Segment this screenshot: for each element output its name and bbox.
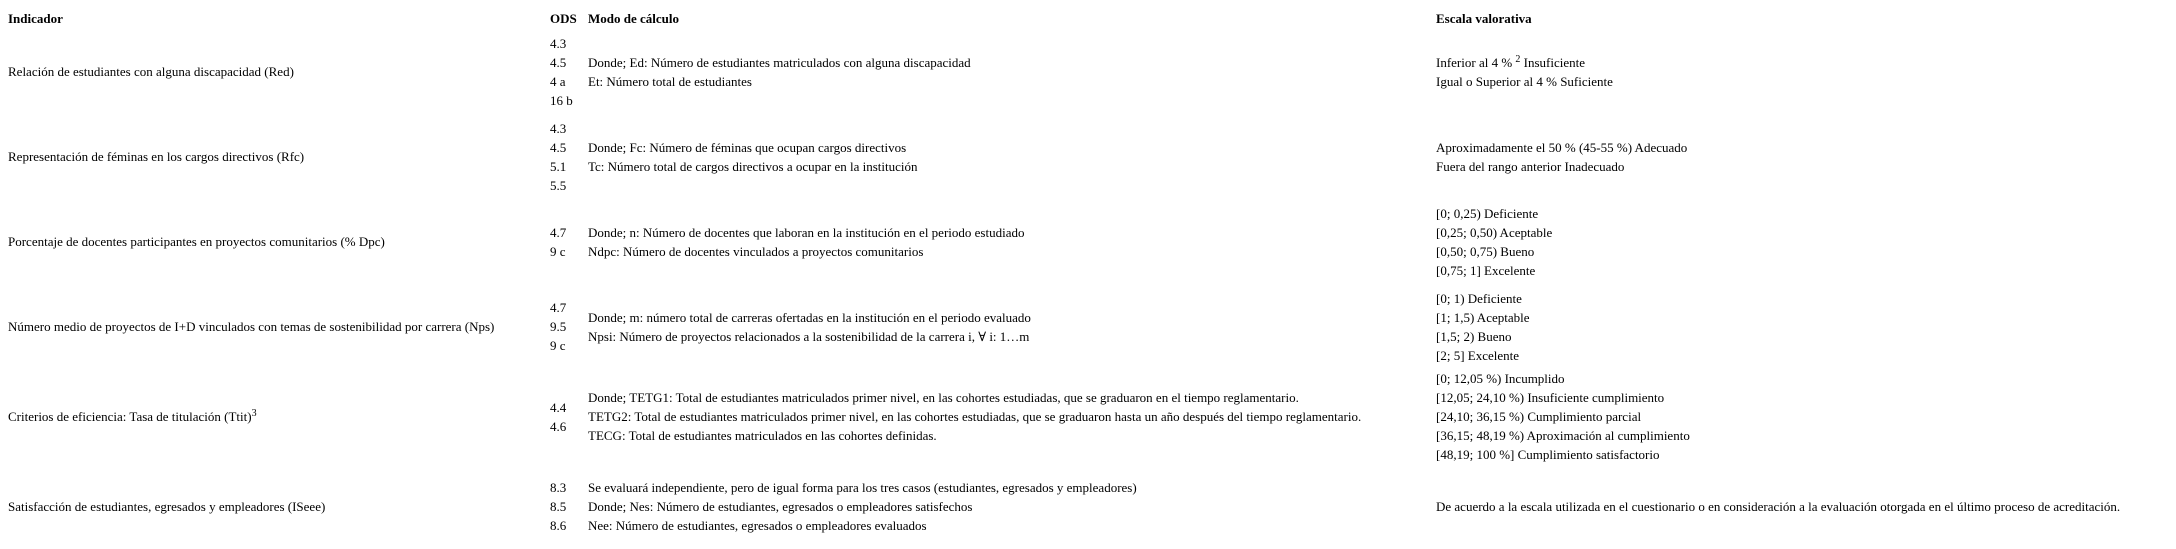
indicador-text: Número medio de proyectos de I+D vinculados con temas de sostenibilidad por carrera (Nps)	[8, 319, 495, 334]
escala-text: [0,50; 0,75) Bueno	[1436, 243, 1535, 259]
escala-line	[1436, 327, 2172, 346]
escala-line	[1436, 346, 2172, 365]
header-ods: ODS	[550, 11, 577, 26]
escala-line	[1436, 426, 2172, 445]
modo-line: Donde; Fc: Número de féminas que ocupan cargos directivos	[588, 139, 907, 155]
ods-code: 9 c	[550, 338, 566, 353]
ods-code: 5.5	[550, 177, 567, 193]
cell-ods	[546, 199, 584, 284]
indicator-table	[4, 9, 2176, 549]
escala-text: [0,75; 1] Excelente	[1436, 262, 1536, 278]
escala-line	[1436, 407, 2172, 426]
cell-indicador	[4, 199, 546, 284]
indicador-text: Criterios de eficiencia: Tasa de titulación (Ttit)	[8, 409, 252, 424]
modo-line: Et: Número total de estudiantes	[588, 73, 752, 89]
ods-code: 4.4	[550, 399, 567, 415]
escala-text: [12,05; 24,10 %) Insuficiente cumplimiento	[1436, 390, 1665, 405]
modo-line: Donde; Nes: Número de estudiantes, egresados o empleadores satisfechos	[588, 499, 973, 514]
escala-line	[1436, 308, 2172, 327]
escala-line	[1436, 157, 2172, 176]
indicador-text: Relación de estudiantes con alguna discapacidad (Red)	[8, 64, 294, 79]
escala-text: [2; 5] Excelente	[1436, 347, 1520, 363]
ods-code: 4.6	[550, 418, 567, 434]
escala-line	[1436, 204, 2172, 223]
ods-code: 9 c	[550, 243, 566, 259]
escala-line	[1436, 261, 2172, 280]
cell-escala	[1432, 464, 2176, 549]
cell-ods	[546, 114, 584, 199]
modo-line: Se evaluará independiente, pero de igual forma para los tres casos (estudiantes, egresados y empleadores)	[588, 480, 1137, 495]
table-row	[4, 29, 2176, 114]
ods-code: 8.3	[550, 480, 567, 495]
cell-escala	[1432, 199, 2176, 284]
modo-line: Tc: Número total de cargos directivos a ocupar en la institución	[588, 158, 918, 174]
modo-line: Donde; Ed: Número de estudiantes matriculados con alguna discapacidad	[588, 54, 971, 70]
cell-modo	[584, 199, 1432, 284]
escala-text: Igual o Superior al 4 % Suficiente	[1436, 73, 1613, 89]
escala-line	[1436, 388, 2172, 407]
table-body	[4, 29, 2176, 549]
ods-code: 8.5	[550, 499, 567, 514]
table-row	[4, 199, 2176, 284]
cell-ods	[546, 29, 584, 114]
header-row	[4, 9, 2176, 29]
escala-line	[1436, 242, 2172, 261]
cell-modo	[584, 284, 1432, 369]
header-indicador: Indicador	[8, 11, 63, 26]
indicador-text: Satisfacción de estudiantes, egresados y empleadores (ISeee)	[8, 499, 326, 514]
ods-code: 5.1	[550, 158, 567, 174]
escala-line	[1436, 369, 2172, 388]
modo-line: Npsi: Número de proyectos relacionados a la sostenibilidad de la carrera i, ∀ i: 1…m	[588, 328, 1030, 344]
indicador-text: Porcentaje de docentes participantes en proyectos comunitarios (% Dpc)	[8, 234, 385, 249]
cell-indicador	[4, 114, 546, 199]
escala-text: Aproximadamente el 50 % (45-55 %) Adecuado	[1436, 139, 1688, 155]
escala-text: Fuera del rango anterior Inadecuado	[1436, 158, 1625, 174]
escala-text: [24,10; 36,15 %) Cumplimiento parcial	[1436, 409, 1642, 424]
header-escala: Escala valorativa	[1436, 11, 1532, 26]
modo-line: Donde; m: número total de carreras ofertadas en la institución en el periodo evaluado	[588, 309, 1031, 325]
cell-indicador	[4, 284, 546, 369]
cell-indicador	[4, 29, 546, 114]
escala-text: De acuerdo a la escala utilizada en el cuestionario o en consideración a la evaluación otorgada en el último proceso de acreditación.	[1436, 499, 2121, 514]
cell-indicador	[4, 464, 546, 549]
escala-line	[1436, 72, 2172, 91]
cell-escala	[1432, 284, 2176, 369]
cell-modo	[584, 369, 1432, 464]
modo-line: Ndpc: Número de docentes vinculados a proyectos comunitarios	[588, 243, 924, 259]
escala-line	[1436, 445, 2172, 464]
escala-line	[1436, 223, 2172, 242]
cell-ods	[546, 464, 584, 549]
ods-code: 4.3	[550, 35, 567, 51]
modo-line: Nee: Número de estudiantes, egresados o empleadores evaluados	[588, 518, 927, 533]
modo-line: Donde; n: Número de docentes que laboran en la institución en el periodo estudiado	[588, 224, 1025, 240]
escala-text: [0; 12,05 %) Incumplido	[1436, 371, 1565, 386]
cell-modo	[584, 464, 1432, 549]
ods-code: 8.6	[550, 518, 567, 533]
modo-line: TETG2: Total de estudiantes matriculados primer nivel, en las cohortes estudiadas, que se graduaron hasta un año después del tiempo reglamentario.	[588, 409, 1362, 424]
escala-text: Inferior al 4 %	[1436, 54, 1513, 70]
ods-code: 9.5	[550, 319, 567, 334]
escala-text: [0,25; 0,50) Aceptable	[1436, 224, 1553, 240]
escala-line	[1436, 289, 2172, 308]
table-row	[4, 464, 2176, 549]
ods-code: 16 b	[550, 92, 573, 108]
cell-indicador	[4, 369, 546, 464]
header-modo: Modo de cálculo	[588, 11, 679, 26]
escala-text: [0; 0,25) Deficiente	[1436, 205, 1539, 221]
modo-line: TECG: Total de estudiantes matriculados en las cohortes definidas.	[588, 428, 937, 443]
table-row	[4, 369, 2176, 464]
footnote-marker: 3	[251, 408, 257, 419]
ods-code: 4.5	[550, 139, 567, 155]
escala-text-after: Insuficiente	[1523, 54, 1586, 70]
cell-ods	[546, 369, 584, 464]
table-row	[4, 114, 2176, 199]
ods-code: 4.3	[550, 120, 567, 136]
footnote-marker: 2	[1515, 53, 1521, 65]
ods-code: 4.7	[550, 224, 567, 240]
cell-ods	[546, 284, 584, 369]
escala-line	[1436, 138, 2172, 157]
escala-text: [1; 1,5) Aceptable	[1436, 309, 1530, 325]
cell-modo	[584, 114, 1432, 199]
escala-text: [0; 1) Deficiente	[1436, 290, 1522, 306]
table-row	[4, 284, 2176, 369]
modo-line: Donde; TETG1: Total de estudiantes matriculados primer nivel, en las cohortes estudiadas, que se graduaron en el tiempo reglamentario.	[588, 390, 1299, 405]
escala-text: [36,15; 48,19 %) Aproximación al cumplimiento	[1436, 428, 1690, 443]
escala-line	[1436, 497, 2172, 516]
ods-code: 4 a	[550, 73, 566, 89]
cell-modo	[584, 29, 1432, 114]
ods-code: 4.5	[550, 54, 567, 70]
escala-text: [48,19; 100 %] Cumplimiento satisfactorio	[1436, 447, 1660, 462]
cell-escala	[1432, 29, 2176, 114]
cell-escala	[1432, 369, 2176, 464]
escala-line	[1436, 53, 2172, 72]
cell-escala	[1432, 114, 2176, 199]
ods-code: 4.7	[550, 300, 567, 315]
indicador-text: Representación de féminas en los cargos directivos (Rfc)	[8, 149, 305, 164]
escala-text: [1,5; 2) Bueno	[1436, 328, 1512, 344]
